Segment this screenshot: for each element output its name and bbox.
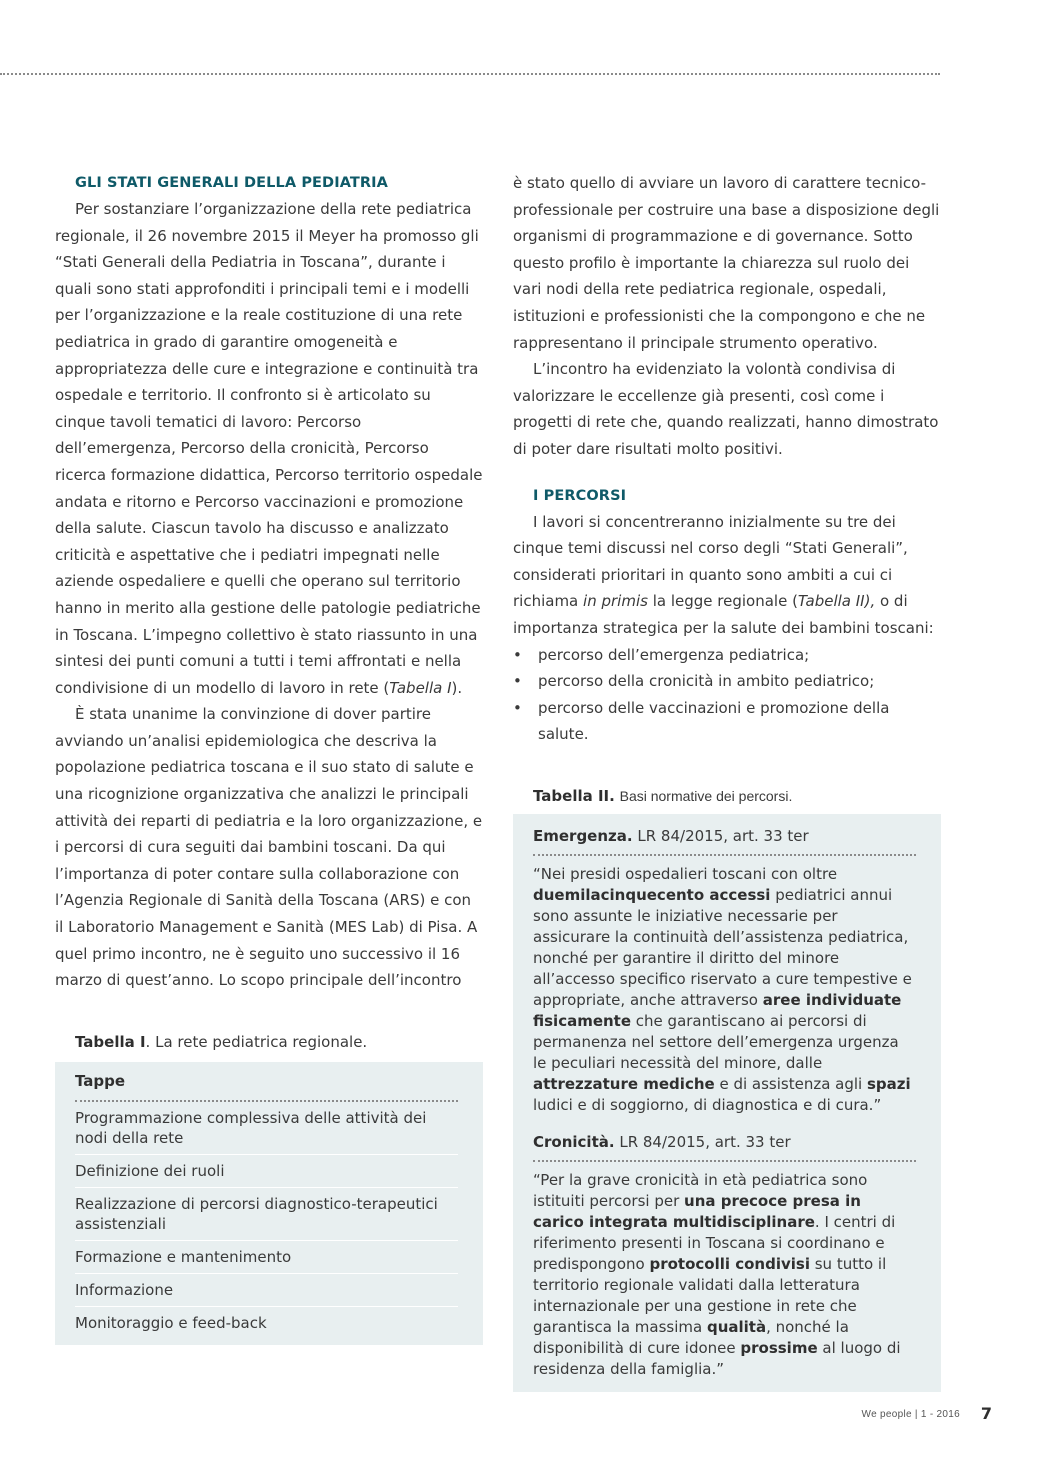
spacer [513, 748, 941, 786]
table1-row: Programmazione complessiva delle attività dei nodi della rete [75, 1102, 458, 1155]
table1-caption: Tabella I. La rete pediatrica regionale. [75, 1032, 368, 1051]
spacer [513, 806, 941, 814]
table2-section-body-emergenza: “Nei presidi ospedalieri toscani con oltre duemilacinquecento accessi pediatrici annui sono assunte le iniziative necessarie per assicurare la continuità dell’assistenza pediatrica, nonché per garantire il diritto del minore all’accesso specifico riservato a cure tempestive e appropriate, anche attraverso aree individuate fisicamente che garantiscano ai percorsi di permanenza nel settore dell’emergenza urgenza le peculiari necessità del minore, dalle attrezzature mediche e di assistenza agli spazi ludici e di soggiorno, di diagnostica e di cura.” [533, 864, 912, 1114]
table1-box [55, 1062, 483, 1345]
percorsi-list [513, 642, 941, 748]
list-item: • percorso della cronicità in ambito pediatrico; [513, 668, 941, 695]
paragraph-stati-generali: Per sostanziare l’organizzazione della rete pediatrica regionale, il 26 novembre 2015 il Meyer ha promosso gli “Stati Generali della Pediatria in Toscana”, durante i quali sono stati approfonditi i principali temi e i modelli per l’organizzazione e la reale costituzione di una rete pediatrica in grado di garantire omogeneità e appropriatezza delle cure e integrazione e continuità tra ospedale e territorio. Il confronto si è articolato su cinque tavoli tematici di lavoro: Percorso dell’emergenza, Percorso della cronicità, Percorso ricerca formazione didattica, Percorso territorio ospedale andata e ritorno e Percorso vaccinazioni e promozione della salute. Ciascun tavolo ha discusso e analizzato criticità e aspettative che i pediatri impegnati nelle aziende ospedaliere e quelli che operano sul territorio hanno in merito alla gestione delle patologie pediatriche in Toscana. L’impegno collettivo è stato riassunto in una sintesi dei punti comuni a tutti i temi affrontati e nella condivisione di un modello di lavoro in rete (Tabella I). [55, 200, 483, 697]
paragraph-incontro: L’incontro ha evidenziato la volontà condivisa di valorizzare le eccellenze già presenti, così come i progetti di rete che, quando realizzati, hanno dimostrato di poter dare risultati molto positivi. [513, 360, 939, 458]
paragraph-percorsi: I lavori si concentreranno inizialmente su tre dei cinque temi discussi nel corso degli “Stati Generali”, considerati prioritari in quanto sono ambiti a cui ci richiama in primis la legge regionale (Tabella II), o di importanza strategica per la salute dei bambini toscani: [513, 512, 934, 637]
top-dotted-rule [0, 73, 940, 75]
table2-caption: Tabella II. Basi normative dei percorsi. [533, 786, 793, 805]
section-heading-percorsi: I PERCORSI [533, 487, 627, 504]
spacer [55, 994, 483, 1032]
table1-row: Formazione e mantenimento [75, 1241, 458, 1274]
spacer [513, 463, 941, 483]
publication-info: We people | 1 - 2016 [861, 1409, 960, 1420]
list-item: • percorso dell’emergenza pediatrica; [513, 642, 941, 669]
right-column [513, 170, 941, 1392]
table-ref-2: Tabella II), [797, 592, 876, 611]
table1-row: Definizione dei ruoli [75, 1155, 458, 1188]
table1-header: Tappe [75, 1066, 458, 1102]
table1-row: Realizzazione di percorsi diagnostico-terapeutici assistenziali [75, 1188, 458, 1241]
table2-box [513, 814, 941, 1392]
table2-section-header-cronicita: Cronicità. LR 84/2015, art. 33 ter [533, 1126, 916, 1162]
page-footer [0, 1404, 1040, 1424]
page-number: 7 [980, 1404, 992, 1423]
list-item: • percorso delle vaccinazioni e promozione della salute. [513, 695, 941, 748]
left-column [55, 170, 483, 1345]
table2-section-body-cronicita: “Per la grave cronicità in età pediatrica sono istituiti percorsi per una precoce presa in carico integrata multidisciplinare. I centri di riferimento presenti in Toscana si coordinano e predispongono protocolli condivisi su tutto il territorio regionale validati dalla letteratura internazionale per una gestione in rete che garantisca la massima qualità, nonché la disponibilità di cure idonee prossime al luogo di residenza della famiglia.” [533, 1170, 901, 1378]
table1-row: Monitoraggio e feed-back [75, 1313, 267, 1332]
paragraph-continuation: è stato quello di avviare un lavoro di carattere tecnico-professionale per costruire una base a disposizione degli organismi di programmazione e di governance. Sotto questo profilo è importante la chiarezza sul ruolo dei vari nodi della rete pediatrica regionale, ospedali, istituzioni e professionisti che la compongono e che ne rappresentano il principale strumento operativo. [513, 174, 940, 352]
table1-row: Informazione [75, 1274, 458, 1307]
table2-section-header-emergenza: Emergenza. LR 84/2015, art. 33 ter [533, 820, 916, 856]
table-ref-1: Tabella I [389, 678, 452, 697]
paragraph-convinzione: È stata unanime la convinzione di dover partire avviando un’analisi epidemiologica che descriva la popolazione pediatrica toscana e il suo stato di salute e una ricognizione organizzativa che analizzi le principali attività dei reparti di pediatria e la loro organizzazione, e i percorsi di cura seguiti dai bambini toscani. Da qui l’importanza di poter contare sulla collaborazione con l’Agenzia Regionale di Sanità della Toscana (ARS) e con il Laboratorio Management e Sanità (MES Lab) di Pisa. A quel primo incontro, ne è seguito uno successivo il 16 marzo di quest’anno. Lo scopo principale dell’incontro [55, 705, 483, 990]
spacer [55, 1052, 483, 1062]
section-heading-stati-generali: GLI STATI GENERALI DELLA PEDIATRIA [75, 175, 388, 191]
